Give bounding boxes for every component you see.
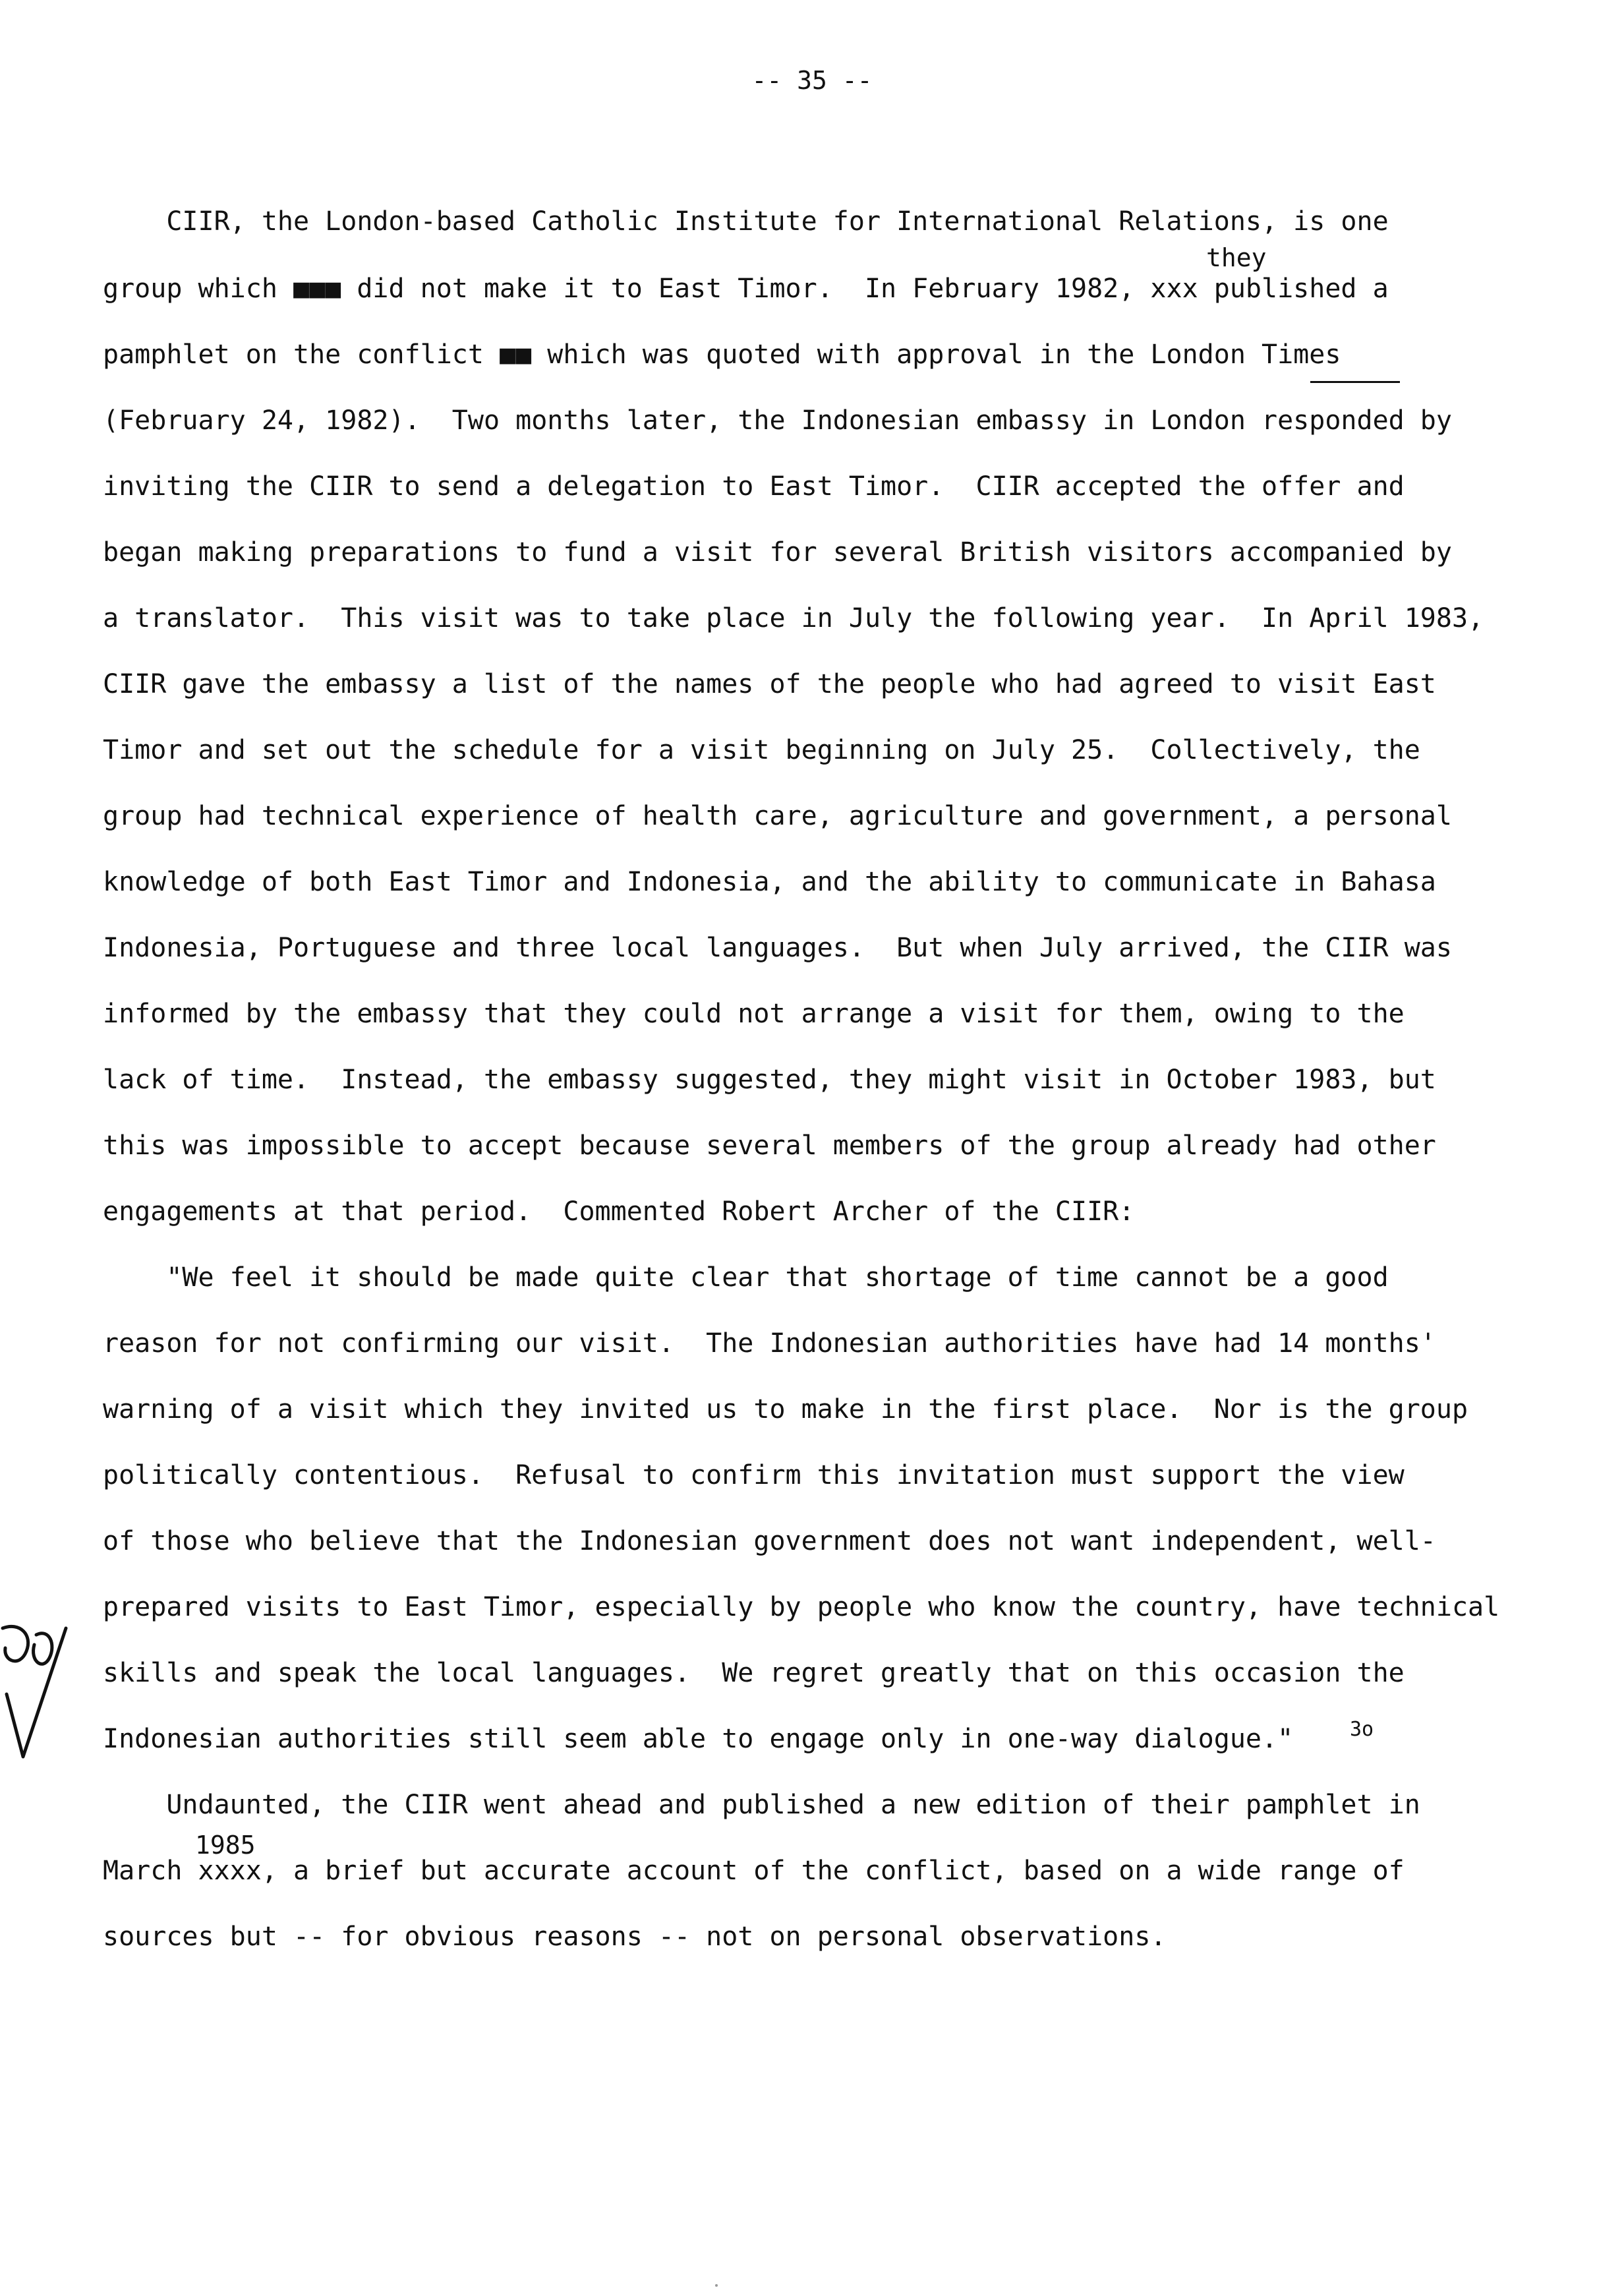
text-line: group had technical experience of health care, agriculture and government, a personal (103, 801, 1452, 831)
text-line: this was impossible to accept because several members of the group already had other (103, 1131, 1436, 1161)
text-line: warning of a visit which they invited us to make in the first place. Nor is the group (103, 1394, 1468, 1425)
text-line: Indonesian authorities still seem able to engage only in one-way dialogue." (103, 1724, 1294, 1754)
text-line: inviting the CIIR to send a delegation to East Timor. CIIR accepted the offer and (103, 471, 1405, 502)
text-line: engagements at that period. Commented Robert Archer of the CIIR: (103, 1196, 1135, 1227)
text-line: lack of time. Instead, the embassy suggested, they might visit in October 1983, but (103, 1065, 1436, 1095)
insertion-they: they (1206, 243, 1267, 272)
underline-times (1310, 381, 1400, 383)
text-line: prepared visits to East Timor, especially by people who know the country, have technical (103, 1592, 1500, 1622)
text-line: "We feel it should be made quite clear that shortage of time cannot be a good (103, 1262, 1389, 1293)
text-line: Indonesia, Portuguese and three local languages. But when July arrived, the CIIR was (103, 933, 1452, 963)
text-line: group which ■■■ did not make it to East Timor. In February 1982, xxx published a (103, 274, 1389, 304)
scan-speck (715, 2284, 718, 2287)
text-line: began making preparations to fund a visit for several British visitors accompanied by (103, 537, 1452, 568)
text-line: (February 24, 1982). Two months later, the Indonesian embassy in London responded by (103, 405, 1452, 436)
text-line: a translator. This visit was to take place in July the following year. In April 1983, (103, 603, 1484, 633)
text-line: skills and speak the local languages. We regret greatly that on this occasion the (103, 1658, 1405, 1688)
text-line: of those who believe that the Indonesian government does not want independent, well- (103, 1526, 1436, 1556)
text-line: CIIR gave the embassy a list of the names of the people who had agreed to visit East (103, 669, 1436, 699)
margin-check-mark-icon (0, 1615, 72, 1786)
insertion-1985: 1985 (195, 1831, 256, 1860)
footnote-marker: 3o (1350, 1718, 1374, 1741)
page-number: -- 35 -- (751, 66, 873, 95)
text-line: March xxxx, a brief but accurate account of the conflict, based on a wide range of (103, 1856, 1405, 1886)
text-line: politically contentious. Refusal to confirm this invitation must support the view (103, 1460, 1405, 1490)
text-line: knowledge of both East Timor and Indonesia, and the ability to communicate in Bahasa (103, 867, 1436, 897)
text-line: informed by the embassy that they could not arrange a visit for them, owing to the (103, 999, 1405, 1029)
text-line: Timor and set out the schedule for a visit beginning on July 25. Collectively, the (103, 735, 1420, 765)
text-line: Undaunted, the CIIR went ahead and published a new edition of their pamphlet in (103, 1790, 1420, 1820)
text-line: pamphlet on the conflict ■■ which was quoted with approval in the London Times (103, 339, 1341, 370)
text-line: sources but -- for obvious reasons -- not on personal observations. (103, 1922, 1167, 1952)
text-line: reason for not confirming our visit. The Indonesian authorities have had 14 months' (103, 1328, 1436, 1359)
text-line: CIIR, the London-based Catholic Institute for International Relations, is one (103, 206, 1389, 237)
